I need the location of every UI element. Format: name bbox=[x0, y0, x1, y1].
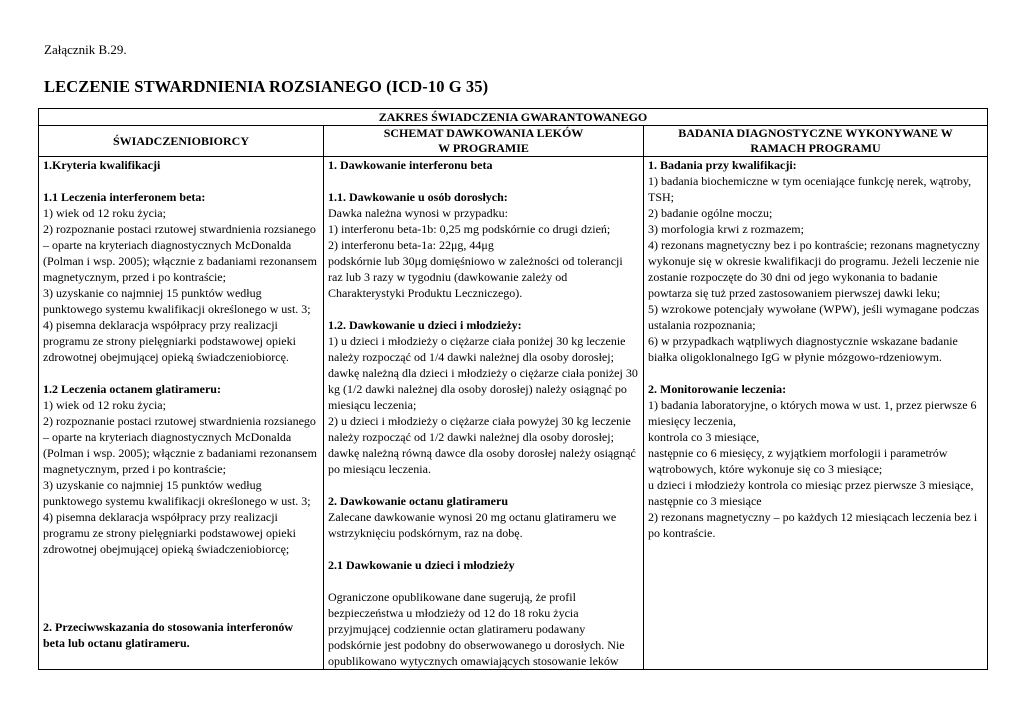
col2-s2-title: 2. Dawkowanie octanu glatirameru bbox=[328, 494, 508, 508]
col3-header-line2: RAMACH PROGRAMU bbox=[750, 141, 881, 155]
col1-s11-title: 1.1 Leczenia interferonem beta: bbox=[43, 190, 206, 204]
col2-s12-item: 2) u dzieci i młodzieży o ciężarze ciała powyżej 30 kg leczenie należy rozpocząć od 1/2 dawki należnej dla osoby dorosłej; dawkę należną równą dawce dla osoby dorosłej należy osiągnąć po miesiącu leczenia. bbox=[328, 414, 636, 476]
col2-s11-title: 1.1. Dawkowanie u osób dorosłych: bbox=[328, 190, 508, 204]
col1-s12-title: 1.2 Leczenia octanem glatirameru: bbox=[43, 382, 221, 396]
col3-s1-item: 4) rezonans magnetyczny bez i po kontraście; rezonans magnetyczny wykonuje się w okresie kwalifikacji do programu. Jeżeli leczenie nie zostanie rozpoczęte do 30 dni od jego wykonania to badanie powtarza się tuż przed zastosowaniem pierwszej dawki leku; bbox=[648, 238, 980, 300]
col1-s11-item: 2) rozpoznanie postaci rzutowej stwardnienia rozsianego – oparte na kryteriach diagnostycznych McDonalda (Polman i wsp. 2005); włącznie z badaniami rezonansem magnetycznym, przed i po kontraście; bbox=[43, 222, 317, 284]
col2-header-line1: SCHEMAT DAWKOWANIA LEKÓW bbox=[383, 126, 584, 140]
col3-s2-item: 2) rezonans magnetyczny – po każdych 12 miesiącach leczenia bez i po kontraście. bbox=[648, 510, 978, 540]
col3-s1-item: 3) morfologia krwi z rozmazem; bbox=[648, 222, 804, 236]
col3-s2-item: u dzieci i młodzieży kontrola co miesiąc przez pierwsze 3 miesiące, następnie co 3 miesiące bbox=[648, 478, 974, 508]
col2-s12-item: 1) u dzieci i młodzieży o ciężarze ciała poniżej 30 kg leczenie należy rozpocząć od 1/4 dawki należnej dla osoby dorosłej; dawkę należną dla dzieci i młodzieży o ciężarze ciała poniżej 30 kg (1/2 dawki należnej dla osoby dorosłej) należy osiągnąć po miesiącu leczenia; bbox=[328, 334, 638, 412]
col1-s11-item: 1) wiek od 12 roku życia; bbox=[43, 206, 166, 220]
col2-s12-title: 1.2. Dawkowanie u dzieci i młodzieży: bbox=[328, 318, 522, 332]
page-title: LECZENIE STWARDNIENIA ROZSIANEGO (ICD-10 G 35) bbox=[44, 77, 489, 96]
col1-s2-title: 2. Przeciwwskazania do stosowania interferonów beta lub octanu glatirameru. bbox=[43, 620, 294, 650]
col3-s2-item: kontrola co 3 miesiące, bbox=[648, 430, 760, 444]
col1-s12-item: 1) wiek od 12 roku życia; bbox=[43, 398, 166, 412]
col3-content-cell bbox=[644, 157, 988, 670]
program-table bbox=[38, 108, 988, 670]
col2-header-line2: W PROGRAMIE bbox=[438, 141, 529, 155]
col1-content bbox=[39, 157, 323, 669]
col1-content-cell bbox=[39, 157, 324, 670]
col1-s12-item: 2) rozpoznanie postaci rzutowej stwardnienia rozsianego – oparte na kryteriach diagnostycznych McDonalda (Polman i wsp. 2005); włącznie z badaniami rezonansem magnetycznym, przed i po kontraście; bbox=[43, 414, 317, 476]
col3-s2-item: 1) badania laboratoryjne, o których mowa w ust. 1, przez pierwsze 6 miesięcy leczenia, bbox=[648, 398, 977, 428]
col2-s11-item: 1) interferonu beta-1b: 0,25 mg podskórnie co drugi dzień; bbox=[328, 222, 611, 236]
col1-s12-item: 3) uzyskanie co najmniej 15 punktów według punktowego systemu kwalifikacji określonego w ust. 3; bbox=[43, 478, 311, 508]
col3-s1-item: 5) wzrokowe potencjały wywołane (WPW), jeśli wymagane podczas ustalania rozpoznania; bbox=[648, 302, 980, 332]
col2-header-cell bbox=[324, 126, 644, 157]
col2-s2-text: Zalecane dawkowanie wynosi 20 mg octanu glatirameru we wstrzyknięciu podskórnym, raz na dobę. bbox=[328, 510, 617, 540]
col1-header: ŚWIADCZENIOBIORCY bbox=[112, 133, 250, 148]
column-header-row bbox=[39, 126, 988, 157]
col3-s1-title: 1. Badania przy kwalifikacji: bbox=[648, 158, 797, 172]
col1-header-cell bbox=[39, 126, 324, 157]
col3-content bbox=[644, 157, 987, 669]
col3-s1-item: 2) badanie ogólne moczu; bbox=[648, 206, 773, 220]
col2-content bbox=[324, 157, 643, 669]
col2-s11-intro: Dawka należna wynosi w przypadku: bbox=[328, 206, 508, 220]
annex-label: Załącznik B.29. bbox=[44, 42, 127, 57]
col2-content-cell bbox=[324, 157, 644, 670]
col3-header-cell bbox=[644, 126, 988, 157]
col2-heading: 1. Dawkowanie interferonu beta bbox=[328, 158, 493, 172]
scope-header: ZAKRES ŚWIADCZENIA GWARANTOWANEGO bbox=[378, 110, 648, 124]
scope-header-cell bbox=[39, 109, 988, 126]
col2-s21-title: 2.1 Dawkowanie u dzieci i młodzieży bbox=[328, 558, 515, 572]
col1-s12-item: 4) pisemna deklaracja współpracy przy realizacji programu ze strony pielęgniarki podstawowej opieki zdrowotnej obejmującej opieką świadczeniobiorcę; bbox=[43, 510, 296, 556]
col1-s11-item: 3) uzyskanie co najmniej 15 punktów według punktowego systemu kwalifikacji określonego w ust. 3; bbox=[43, 286, 311, 316]
col3-s2-item: następnie co 6 miesięcy, z wyjątkiem morfologii i parametrów wątrobowych, które wykonuje się co 3 miesiące; bbox=[648, 446, 948, 476]
content-row bbox=[39, 157, 988, 670]
scope-header-row bbox=[39, 109, 988, 126]
col1-s11-item: 4) pisemna deklaracja współpracy przy realizacji programu ze strony pielęgniarki podstawowej opieki zdrowotnej obejmującej opieką świadczeniobiorcę. bbox=[43, 318, 296, 364]
col2-s21-text: Ograniczone opublikowane dane sugerują, że profil bezpieczeństwa u młodzieży od 12 do 18 roku życia przyjmującej codziennie octan glatirameru podawany podskórnie jest podobny do obserwowanego u dorosłych. Nie opublikowano wytycznych omawiających stosowanie leków bbox=[328, 590, 625, 668]
col3-s1-item: 6) w przypadkach wątpliwych diagnostycznie wskazane badanie białka oligoklonalnego IgG w płynie mózgowo-rdzeniowym. bbox=[648, 334, 958, 364]
col2-s11-item: podskórnie lub 30μg domięśniowo w zależności od tolerancji raz lub 3 razy w tygodniu (dawkowanie zależy od Charakterystyki Produktu Leczniczego). bbox=[328, 254, 623, 300]
col3-s1-item: 1) badania biochemiczne w tym oceniające funkcję nerek, wątroby, TSH; bbox=[648, 174, 972, 204]
col2-s11-item: 2) interferonu beta-1a: 22μg, 44μg bbox=[328, 238, 494, 252]
col3-s2-title: 2. Monitorowanie leczenia: bbox=[648, 382, 787, 396]
col3-header-line1: BADANIA DIAGNOSTYCZNE WYKONYWANE W bbox=[678, 126, 953, 140]
col1-heading: 1.Kryteria kwalifikacji bbox=[43, 158, 161, 172]
